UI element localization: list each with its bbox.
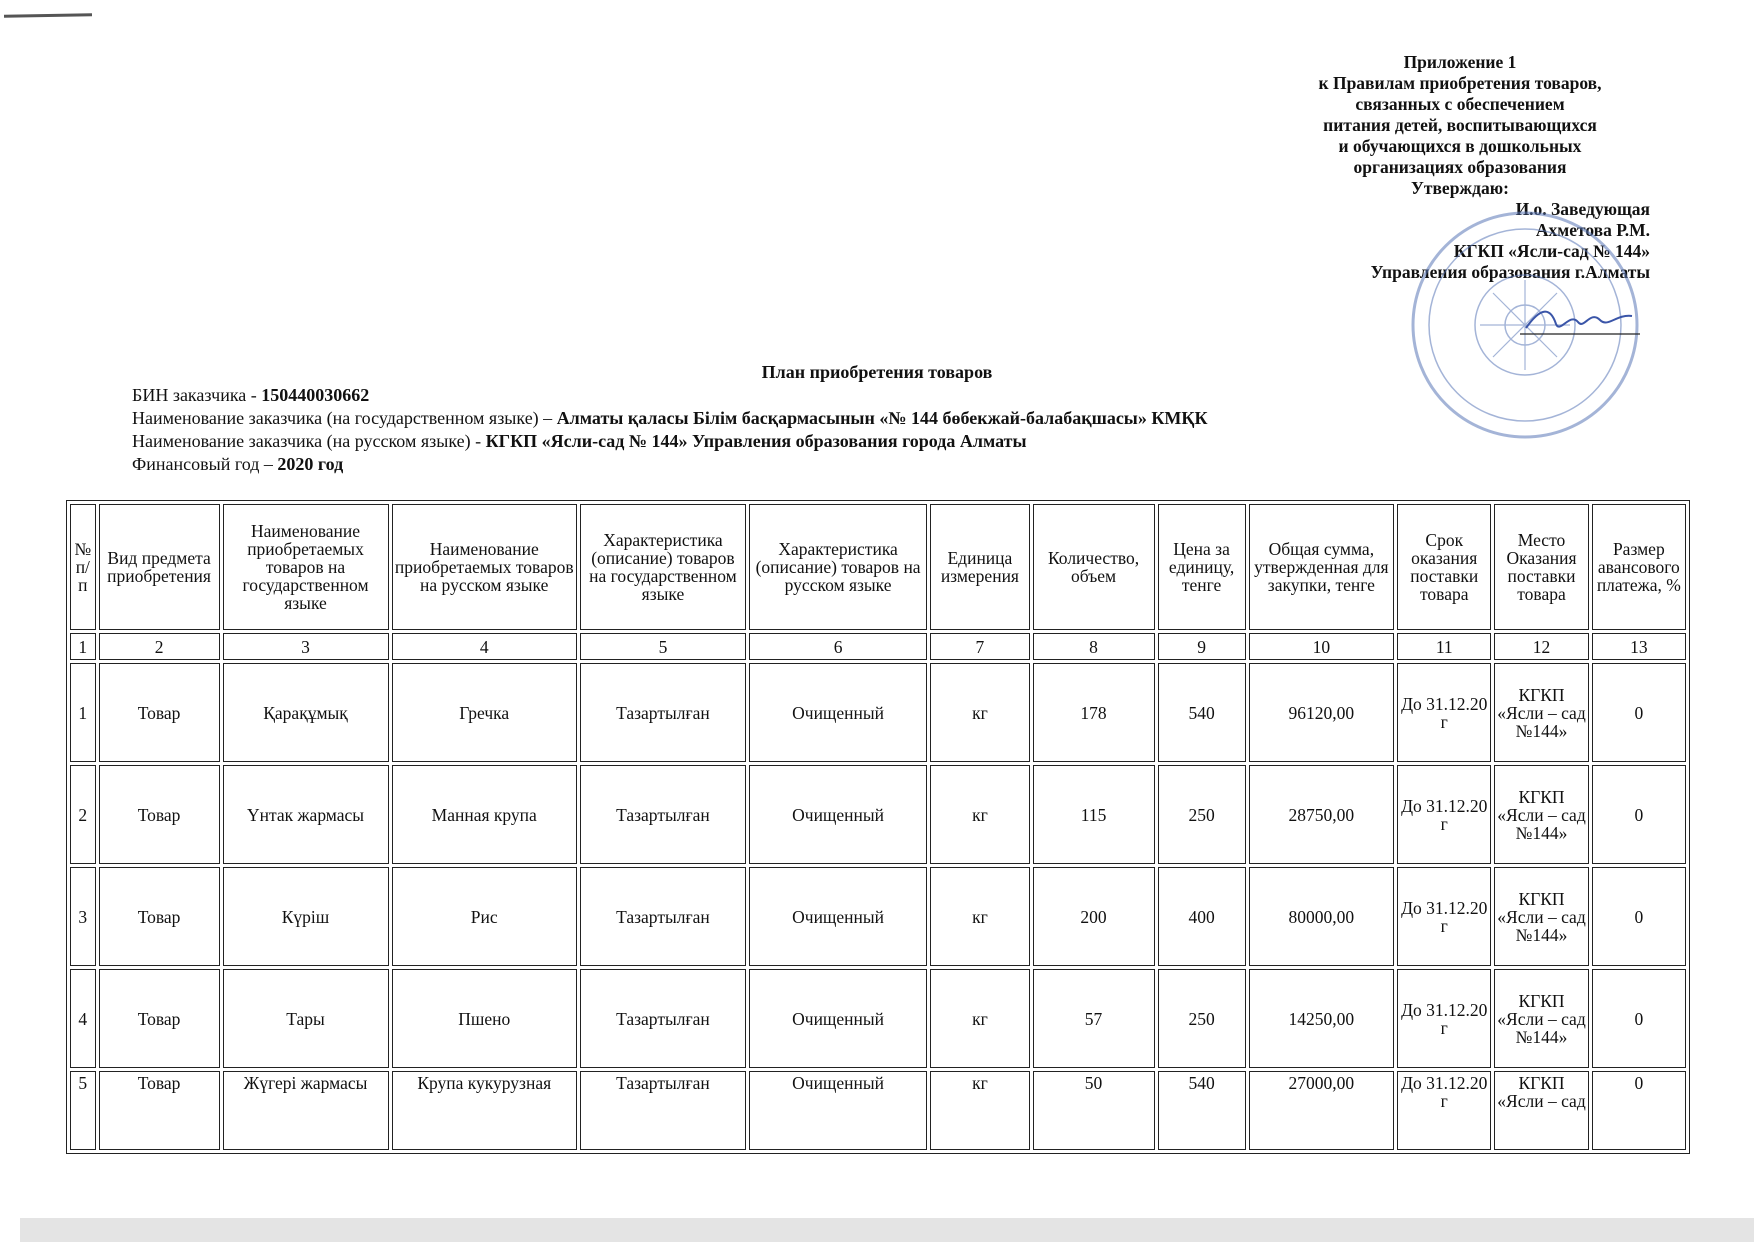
cell-term: До 31.12.20 г: [1397, 1071, 1491, 1150]
header-cell: Вид предмета приобретения: [99, 504, 220, 630]
cell-term: До 31.12.20 г: [1397, 663, 1491, 762]
cell-type: Товар: [99, 969, 220, 1068]
approval-line: к Правилам приобретения товаров,: [1318, 73, 1602, 93]
column-number: 13: [1592, 633, 1686, 660]
cell-number: 1: [70, 663, 96, 762]
table-row: [70, 765, 1686, 864]
cell-char-kz: Тазартылған: [580, 1071, 746, 1150]
cell-number: 2: [70, 765, 96, 864]
column-number: 10: [1249, 633, 1394, 660]
cell-qty: 57: [1033, 969, 1155, 1068]
cell-unit: кг: [930, 969, 1029, 1068]
header-cell: Срок оказания поставки товара: [1397, 504, 1491, 630]
cell-unit: кг: [930, 867, 1029, 966]
cell-advance: 0: [1592, 765, 1686, 864]
cell-total: 27000,00: [1249, 1071, 1394, 1150]
header-cell: Характеристика (описание) товаров на русском языке: [749, 504, 927, 630]
cell-advance: 0: [1592, 969, 1686, 1068]
cell-term: До 31.12.20 г: [1397, 765, 1491, 864]
approval-line: и обучающихся в дошкольных: [1338, 136, 1582, 156]
approval-line: КГКП «Ясли-сад № 144»: [1453, 241, 1650, 261]
header-row: [70, 504, 1686, 630]
document-title: План приобретения товаров: [761, 362, 993, 382]
header-cell: Цена за единицу, тенге: [1158, 504, 1246, 630]
table-row: [70, 663, 1686, 762]
name-ru-line: [132, 430, 1208, 453]
cell-number: 4: [70, 969, 96, 1068]
signature-mark: [1520, 302, 1640, 338]
year-value: 2020 год: [277, 454, 344, 474]
bin-value: 150440030662: [261, 385, 370, 405]
cell-term: До 31.12.20 г: [1397, 969, 1491, 1068]
scan-artifact-line: [4, 13, 92, 18]
cell-qty: 50: [1033, 1071, 1155, 1150]
cell-place: КГКП «Ясли – сад №144»: [1494, 663, 1588, 762]
cell-total: 96120,00: [1249, 663, 1394, 762]
table-row: [70, 1071, 1686, 1150]
name-state-label: Наименование заказчика (на государственном языке) –: [132, 408, 557, 428]
approval-line: И.о. Заведующая: [1515, 199, 1650, 219]
cell-total: 80000,00: [1249, 867, 1394, 966]
cell-char-kz: Тазартылған: [580, 765, 746, 864]
cell-advance: 0: [1592, 663, 1686, 762]
cell-name-ru: Крупа кукурузная: [392, 1071, 577, 1150]
column-number-row: [70, 633, 1686, 660]
approval-line: Управления образования г.Алматы: [1370, 262, 1650, 282]
name-ru-label: Наименование заказчика (на русском языке) -: [132, 431, 486, 451]
cell-advance: 0: [1592, 867, 1686, 966]
cell-place: КГКП «Ясли – сад №144»: [1494, 969, 1588, 1068]
cell-char-ru: Очищенный: [749, 969, 927, 1068]
cell-name-kz: Жүгері жармасы: [223, 1071, 389, 1150]
approval-line: организациях образования: [1353, 157, 1567, 177]
cell-char-ru: Очищенный: [749, 1071, 927, 1150]
cell-price: 250: [1158, 969, 1246, 1068]
name-ru-value: КГКП «Ясли-сад № 144» Управления образования города Алматы: [485, 431, 1027, 451]
header-cell: Количество, объем: [1033, 504, 1155, 630]
customer-info: [132, 384, 1208, 476]
column-number: 9: [1158, 633, 1246, 660]
header-cell: Общая сумма, утвержденная для закупки, тенге: [1249, 504, 1394, 630]
column-number: 12: [1494, 633, 1588, 660]
header-cell: № п/п: [70, 504, 96, 630]
cell-price: 540: [1158, 663, 1246, 762]
cell-qty: 115: [1033, 765, 1155, 864]
cell-unit: кг: [930, 663, 1029, 762]
cell-qty: 178: [1033, 663, 1155, 762]
approval-line: Утверждаю:: [1411, 178, 1509, 198]
cell-type: Товар: [99, 663, 220, 762]
cell-unit: кг: [930, 1071, 1029, 1150]
cell-char-ru: Очищенный: [749, 867, 927, 966]
cell-name-ru: Пшено: [392, 969, 577, 1068]
name-state-value: Алматы қаласы Білім басқармасынын «№ 144 бөбекжай-балабақшасы» КМҚК: [556, 408, 1208, 428]
approval-line: Ахметова Р.М.: [1535, 220, 1650, 240]
cell-qty: 200: [1033, 867, 1155, 966]
cell-type: Товар: [99, 867, 220, 966]
table-row: [70, 867, 1686, 966]
cell-term: До 31.12.20 г: [1397, 867, 1491, 966]
column-number: 6: [749, 633, 927, 660]
cell-place: КГКП «Ясли – сад №144»: [1494, 765, 1588, 864]
cell-price: 400: [1158, 867, 1246, 966]
column-number: 2: [99, 633, 220, 660]
cell-char-kz: Тазартылған: [580, 663, 746, 762]
cell-advance: 0: [1592, 1071, 1686, 1150]
cell-price: 540: [1158, 1071, 1246, 1150]
cell-type: Товар: [99, 1071, 220, 1150]
year-label: Финансовый год –: [132, 454, 278, 474]
name-state-line: [132, 407, 1208, 430]
header-cell: Наименование приобретаемых товаров на государственном языке: [223, 504, 389, 630]
column-number: 7: [930, 633, 1029, 660]
year-line: [132, 453, 1208, 476]
cell-total: 14250,00: [1249, 969, 1394, 1068]
table-row: [70, 969, 1686, 1068]
cell-place: КГКП «Ясли – сад №144»: [1494, 867, 1588, 966]
column-number: 11: [1397, 633, 1491, 660]
procurement-plan-table: [66, 500, 1690, 1154]
cell-name-ru: Манная крупа: [392, 765, 577, 864]
cell-char-kz: Тазартылған: [580, 867, 746, 966]
approval-line: питания детей, воспитывающихся: [1323, 115, 1597, 135]
column-number: 8: [1033, 633, 1155, 660]
cell-type: Товар: [99, 765, 220, 864]
column-number: 5: [580, 633, 746, 660]
approval-line: Приложение 1: [1403, 52, 1517, 72]
cell-unit: кг: [930, 765, 1029, 864]
approval-line: связанных с обеспечением: [1355, 94, 1565, 114]
cell-place: КГКП «Ясли – сад: [1494, 1071, 1588, 1150]
bin-label: БИН заказчика -: [132, 385, 262, 405]
cell-name-ru: Рис: [392, 867, 577, 966]
header-cell: Наименование приобретаемых товаров на русском языке: [392, 504, 577, 630]
bin-line: [132, 384, 1208, 407]
header-cell: Характеристика (описание) товаров на государственном языке: [580, 504, 746, 630]
cell-name-kz: Тары: [223, 969, 389, 1068]
cell-name-kz: Күріш: [223, 867, 389, 966]
header-cell: Место Оказания поставки товара: [1494, 504, 1588, 630]
cell-char-ru: Очищенный: [749, 765, 927, 864]
cell-number: 3: [70, 867, 96, 966]
header-cell: Размер авансового платежа, %: [1592, 504, 1686, 630]
cell-total: 28750,00: [1249, 765, 1394, 864]
column-number: 4: [392, 633, 577, 660]
cell-price: 250: [1158, 765, 1246, 864]
cell-char-ru: Очищенный: [749, 663, 927, 762]
cell-number: 5: [70, 1071, 96, 1150]
cell-char-kz: Тазартылған: [580, 969, 746, 1068]
header-cell: Единица измерения: [930, 504, 1029, 630]
cell-name-kz: Қарақұмық: [223, 663, 389, 762]
column-number: 3: [223, 633, 389, 660]
cell-name-kz: Үнтак жармасы: [223, 765, 389, 864]
scan-bottom-edge: [20, 1218, 1754, 1242]
column-number: 1: [70, 633, 96, 660]
cell-name-ru: Гречка: [392, 663, 577, 762]
